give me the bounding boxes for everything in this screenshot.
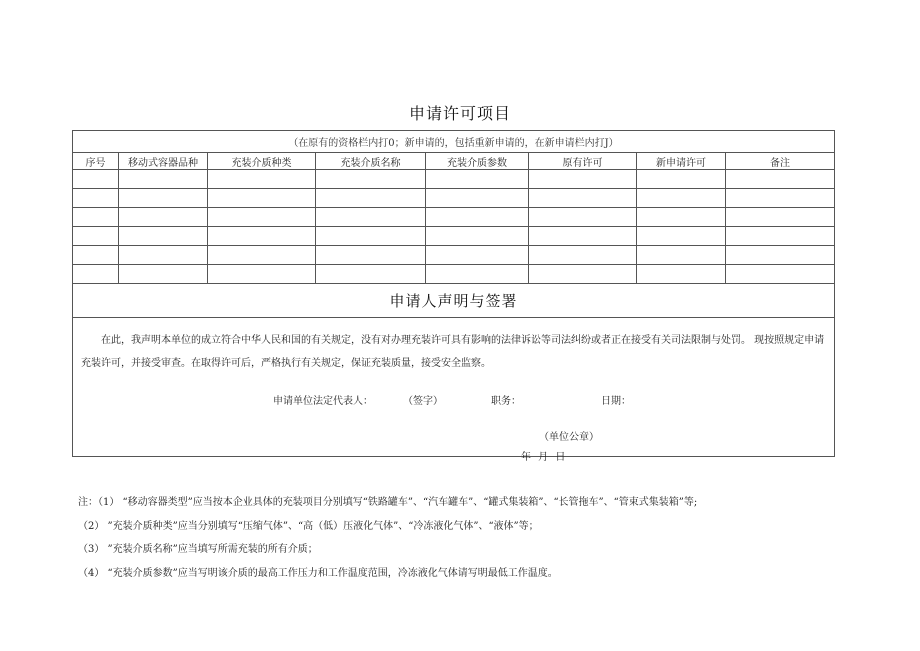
notes-section xyxy=(78,491,838,585)
table-cell[interactable] xyxy=(208,227,316,246)
table-cell[interactable] xyxy=(73,208,119,227)
column-header: 充装介质参数 xyxy=(426,153,529,170)
table-row xyxy=(73,265,835,284)
table-cell[interactable] xyxy=(637,208,726,227)
table-row xyxy=(73,189,835,208)
date-label[interactable]: 日期： xyxy=(601,396,631,407)
table-cell[interactable] xyxy=(316,227,426,246)
table-cell[interactable] xyxy=(726,189,835,208)
legal-rep-label: 申请单位法定代表人： xyxy=(273,396,373,407)
table-cell[interactable] xyxy=(529,265,637,284)
table-cell[interactable] xyxy=(208,189,316,208)
table-cell[interactable] xyxy=(119,189,208,208)
table-cell[interactable] xyxy=(119,265,208,284)
declaration-text: 在此，我声明本单位的成立符合中华人民和国的有关规定，没有对办理充装许可具有影响的法律诉讼等司法纠纷或者正在接受有关司法限制与处罚。 现按照规定申请充装许可，并接受审查。在取得许可后，严格执行有关规定，保证充装质量，接受安全监察。 xyxy=(81,335,825,369)
table-cell[interactable] xyxy=(529,208,637,227)
column-header: 新申请许可 xyxy=(637,153,726,170)
table-cell[interactable] xyxy=(119,246,208,265)
note-item: （3） ”充装介质名称”应当填写所需充装的所有介质； xyxy=(78,544,318,555)
table-cell[interactable] xyxy=(73,265,119,284)
table-cell[interactable] xyxy=(529,170,637,189)
table-cell[interactable] xyxy=(316,208,426,227)
column-header: 备注 xyxy=(726,153,835,170)
section-title: 申请人声明与签署 xyxy=(73,284,835,318)
table-cell[interactable] xyxy=(208,208,316,227)
table-cell[interactable] xyxy=(529,246,637,265)
table-cell[interactable] xyxy=(316,265,426,284)
column-header: 序号 xyxy=(73,153,119,170)
table-cell[interactable] xyxy=(726,208,835,227)
note-item: （4） “充装介质参数”应当写明该介质的最高工作压力和工作温度范围，冷冻液化气体请写明最低工作温度。 xyxy=(78,567,558,579)
table-cell[interactable] xyxy=(119,208,208,227)
declaration-cell xyxy=(73,318,835,463)
note-item: （2） ”充装介质种类”应当分别填写“压缩气体”、“高（低）压液化气体”、“冷冻液化气体”、“液体”等； xyxy=(78,520,539,532)
instruction-text: （在原有的资格栏内打0；新申请的，包括重新申请的，在新申请栏内打J） xyxy=(73,131,835,153)
table-cell[interactable] xyxy=(316,189,426,208)
table-cell[interactable] xyxy=(529,189,637,208)
table-cell[interactable] xyxy=(316,246,426,265)
table-cell[interactable] xyxy=(637,189,726,208)
table-cell[interactable] xyxy=(637,170,726,189)
column-header: 充装介质名称 xyxy=(316,153,426,170)
table-cell[interactable] xyxy=(637,227,726,246)
table-cell[interactable] xyxy=(426,189,529,208)
signature-hint[interactable]: （签字） xyxy=(403,396,443,407)
table-cell[interactable] xyxy=(426,227,529,246)
table-cell[interactable] xyxy=(426,208,529,227)
table-cell[interactable] xyxy=(73,189,119,208)
table-cell[interactable] xyxy=(73,227,119,246)
note-item: 注：（1） “移动容器类型”应当按本企业具体的充装项目分别填写“铁路罐车”、“汽车罐车”、“罐式集装箱”、“长管拖车”、“管束式集装箱”等; xyxy=(78,497,698,508)
table-cell[interactable] xyxy=(73,246,119,265)
table-cell[interactable] xyxy=(119,227,208,246)
table-cell[interactable] xyxy=(208,246,316,265)
table-cell[interactable] xyxy=(316,170,426,189)
application-form-table xyxy=(72,130,835,463)
seal-date: 年 月 日 xyxy=(521,452,568,463)
table-cell[interactable] xyxy=(119,170,208,189)
table-cell[interactable] xyxy=(529,227,637,246)
column-header: 充装介质种类 xyxy=(208,153,316,170)
table-cell[interactable] xyxy=(426,170,529,189)
position-label[interactable]: 职务： xyxy=(491,396,521,407)
table-cell[interactable] xyxy=(726,227,835,246)
table-cell[interactable] xyxy=(73,170,119,189)
table-header-row xyxy=(73,153,835,170)
table-row xyxy=(73,208,835,227)
table-cell[interactable] xyxy=(426,265,529,284)
column-header: 原有许可 xyxy=(529,153,637,170)
table-cell[interactable] xyxy=(637,246,726,265)
table-cell[interactable] xyxy=(208,265,316,284)
table-cell[interactable] xyxy=(726,265,835,284)
table-cell[interactable] xyxy=(726,170,835,189)
table-cell[interactable] xyxy=(726,246,835,265)
table-cell[interactable] xyxy=(637,265,726,284)
company-seal-label: （单位公章） xyxy=(539,432,599,443)
table-cell[interactable] xyxy=(208,170,316,189)
table-cell[interactable] xyxy=(426,246,529,265)
table-row xyxy=(73,170,835,189)
signature-row xyxy=(73,392,833,406)
column-header: 移动式容器品种 xyxy=(119,153,208,170)
table-row xyxy=(73,227,835,246)
page-title: 申请许可项目 xyxy=(408,104,511,123)
table-row xyxy=(73,246,835,265)
